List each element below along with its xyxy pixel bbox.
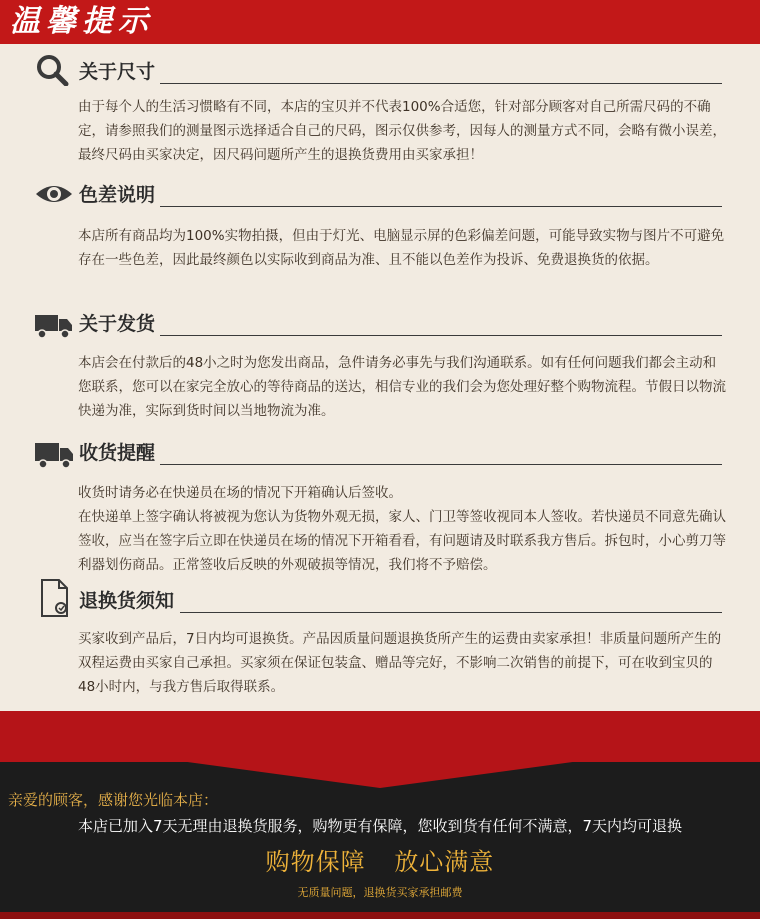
slogan-left: 购物保障 (265, 848, 366, 876)
section-divider (180, 612, 722, 613)
section-divider (160, 206, 722, 207)
footer-bottom-strip (0, 912, 760, 919)
footer-arrow-shape (0, 761, 760, 791)
section-body (78, 95, 728, 167)
section-body (78, 481, 728, 577)
footer-slogan (0, 844, 760, 880)
magnifier-icon (34, 54, 74, 86)
footer-promise: 本店已加入7天无理由退换货服务，购物更有保障，您收到货有任何不满意，7天内均可退换 (77, 817, 683, 835)
section-title: 色差说明 (79, 184, 156, 206)
slogan-right: 放心满意 (394, 848, 495, 876)
delivery-truck-icon (34, 438, 74, 470)
section-paragraph: 本店会在付款后的48小之时为您发出商品，急件请务必事先与我们沟通联系。如有任何问题我们都会主动和您联系，您可以在家完全放心的等待商品的送达，相信专业的我们会为您处理好整个购物流程。节假日以物流快递为准，实际到货时间以当地物流为准。 (78, 355, 726, 419)
section-divider (160, 83, 722, 84)
section-title: 收货提醒 (79, 442, 156, 464)
section-body (78, 627, 728, 699)
section-title: 关于尺寸 (79, 61, 156, 83)
section-divider (160, 335, 722, 336)
section-body (78, 351, 728, 423)
document-icon (34, 578, 74, 618)
header-banner (0, 0, 760, 44)
section-title: 关于发货 (79, 313, 156, 335)
footer-note: 无质量问题，退换货买家承担邮费 (297, 886, 463, 899)
section-body (78, 224, 728, 272)
truck-icon (34, 309, 74, 341)
section-paragraph: 收货时请务必在快递员在场的情况下开箱确认后签收。 (78, 485, 402, 501)
section-paragraph: 买家收到产品后，7日内均可退换货。产品因质量问题退换货所产生的运费由卖家承担！非质量问题所产生的双程运费由买家自己承担。买家须在保证包装盒、赠品等完好，不影响二次销售的前提下，可在收到宝贝的48小时内，与我方售后取得联系。 (78, 631, 722, 695)
section-divider (160, 464, 722, 465)
section-title: 退换货须知 (79, 590, 175, 612)
eye-icon (34, 178, 74, 210)
section-paragraph: 由于每个人的生活习惯略有不同，本店的宝贝并不代表100%合适您，针对部分顾客对自己所需尺码的不确定，请参照我们的测量图示选择适合自己的尺码，图示仅供参考，因每人的测量方式不同，会略有微小误差，最终尺码由买家决定，因尺码问题所产生的退换货费用由买家承担！ (78, 99, 726, 163)
page-title: 温馨提示 (10, 4, 154, 39)
section-paragraph: 在快递单上签字确认将被视为您认为货物外观无损，家人、门卫等签收视同本人签收。若快递员不同意先确认签收，应当在签字后立即在快递员在场的情况下开箱看看，有问题请及时联系我方售后。拆包时，小心剪刀等利器划伤商品。正常签收后反映的外观破损等情况，我们将不予赔偿。 (78, 509, 726, 573)
footer-greeting: 亲爱的顾客，感谢您光临本店： (8, 791, 219, 809)
section-paragraph: 本店所有商品均为100%实物拍摄，但由于灯光、电脑显示屏的色彩偏差问题，可能导致实物与图片不可避免存在一些色差，因此最终颜色以实际收到商品为准、且不能以色差作为投诉、免费退换货的依据。 (78, 228, 725, 268)
